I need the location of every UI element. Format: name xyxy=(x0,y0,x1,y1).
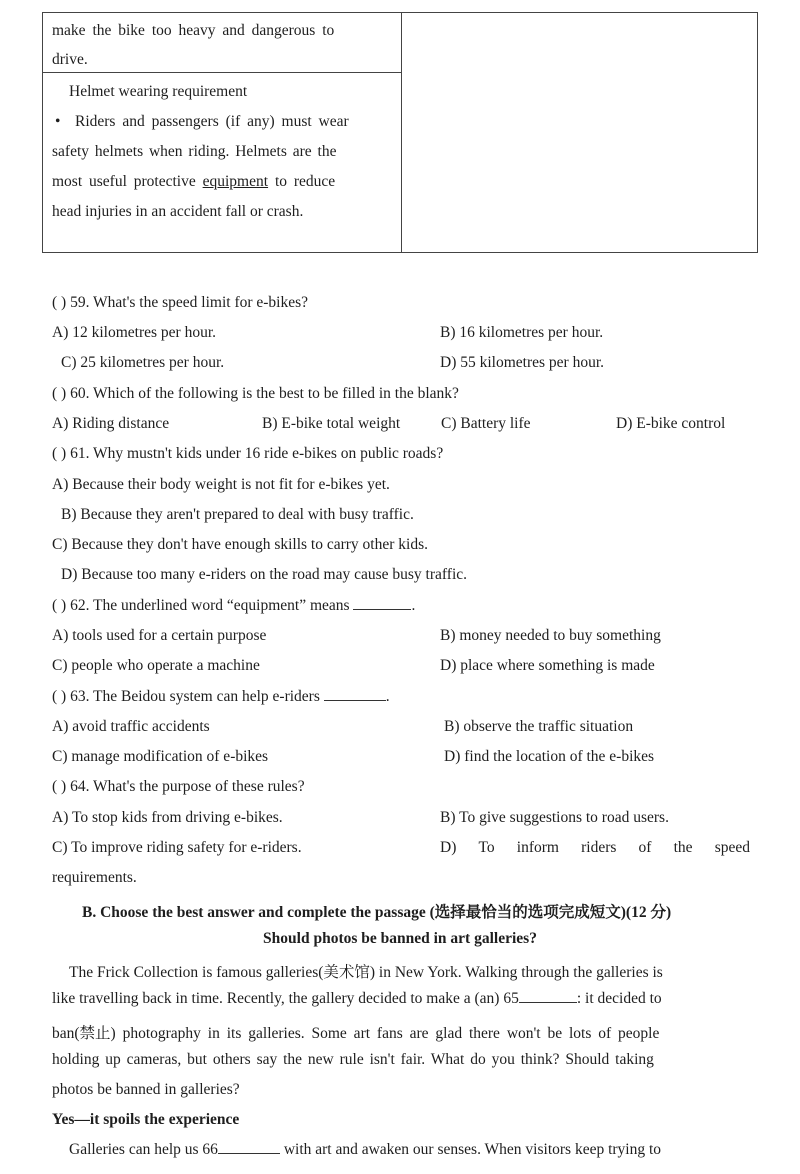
passage-text: with art and awaken our senses. When visitors keep trying to xyxy=(283,1141,662,1158)
option-d: D) E-bike control xyxy=(616,415,726,432)
passage-line: The Frick Collection is famous galleries(美术馆) in New York. Walking through the galleries is xyxy=(69,964,663,981)
question-59-stem: ( ) 59. What's the speed limit for e-bikes? xyxy=(52,294,309,311)
option-b: B) Because they aren't prepared to deal with busy traffic. xyxy=(61,506,414,523)
table-text: to reduce xyxy=(268,173,336,190)
option-word: inform xyxy=(516,839,559,856)
passage-line: ban(禁止) photography in its galleries. Some art fans are glad there won't be lots of people xyxy=(52,1025,660,1042)
passage-line: photos be banned in galleries? xyxy=(52,1081,240,1098)
option-c: C) Because they don't have enough skills to carry other kids. xyxy=(52,536,428,553)
option-a: A) avoid traffic accidents xyxy=(52,718,210,735)
passage-line xyxy=(69,1141,661,1159)
option-c: C) 25 kilometres per hour. xyxy=(61,354,225,371)
option-b: B) money needed to buy something xyxy=(440,627,661,644)
helmet-heading: Helmet wearing requirement xyxy=(69,83,248,100)
option-b: B) 16 kilometres per hour. xyxy=(440,324,604,341)
option-word: of xyxy=(638,839,652,856)
question-text: . xyxy=(385,688,390,705)
answer-blank-66 xyxy=(218,1141,280,1154)
option-b: B) observe the traffic situation xyxy=(444,718,634,735)
table-column-divider xyxy=(401,13,402,252)
option-c: C) To improve riding safety for e-riders. xyxy=(52,839,302,856)
table-text-line: head injuries in an accident fall or crash. xyxy=(52,203,304,220)
option-b: B) E-bike total weight xyxy=(262,415,401,432)
option-word: the xyxy=(673,839,693,856)
answer-blank xyxy=(324,688,386,701)
option-c: C) Battery life xyxy=(441,415,531,432)
option-word: To xyxy=(478,839,495,856)
option-a: A) To stop kids from driving e-bikes. xyxy=(52,809,283,826)
passage-line: holding up cameras, but others say the new rule isn't fair. What do you think? Should taking xyxy=(52,1051,654,1068)
question-60-stem: ( ) 60. Which of the following is the best to be filled in the blank? xyxy=(52,385,459,402)
option-d: D) Because too many e-riders on the road may cause busy traffic. xyxy=(61,566,468,583)
option-word: speed xyxy=(714,839,750,856)
answer-blank-65 xyxy=(519,990,577,1003)
answer-blank xyxy=(353,597,411,610)
passage-line xyxy=(52,990,662,1008)
question-63-stem xyxy=(52,688,390,706)
table-text-line xyxy=(52,173,335,191)
passage-text: Galleries can help us 66 xyxy=(69,1141,218,1158)
option-d: D) place where something is made xyxy=(440,657,655,674)
table-text: most useful protective xyxy=(52,173,203,190)
option-b: B) To give suggestions to road users. xyxy=(440,809,669,826)
option-c: C) manage modification of e-bikes xyxy=(52,748,269,765)
option-c: C) people who operate a machine xyxy=(52,657,260,674)
option-d-continued: requirements. xyxy=(52,869,137,886)
table-cell-weight xyxy=(43,13,401,73)
bullet-icon: • xyxy=(55,113,61,130)
section-b-heading: B. Choose the best answer and complete the passage (选择最恰当的选项完成短文)(12 分) xyxy=(82,904,672,921)
table-text-line: drive. xyxy=(52,51,88,68)
question-62-stem xyxy=(52,597,415,615)
passage-subheading: Yes—it spoils the experience xyxy=(52,1111,240,1128)
passage-text: : it decided to xyxy=(576,990,662,1007)
table-text-line: Riders and passengers (if any) must wear xyxy=(75,113,349,130)
underlined-word: equipment xyxy=(202,173,269,190)
option-word: D) xyxy=(440,839,457,856)
question-text: ( ) 62. The underlined word “equipment” means xyxy=(52,597,350,614)
table-text-line: make the bike too heavy and dangerous to xyxy=(52,22,335,39)
requirements-table xyxy=(42,12,758,253)
option-a: A) Because their body weight is not fit for e-bikes yet. xyxy=(52,476,390,493)
table-text-line: safety helmets when riding. Helmets are the xyxy=(52,143,337,160)
passage-text: like travelling back in time. Recently, the gallery decided to make a (an) 65 xyxy=(52,990,519,1007)
option-d: D) find the location of the e-bikes xyxy=(444,748,655,765)
option-a: A) 12 kilometres per hour. xyxy=(52,324,217,341)
option-word: riders xyxy=(581,839,617,856)
question-61-stem: ( ) 61. Why mustn't kids under 16 ride e-bikes on public roads? xyxy=(52,445,444,462)
question-text: ( ) 63. The Beidou system can help e-riders xyxy=(52,688,320,705)
option-a: A) Riding distance xyxy=(52,415,170,432)
question-64-stem: ( ) 64. What's the purpose of these rules? xyxy=(52,778,305,795)
question-text: . xyxy=(411,597,416,614)
option-d xyxy=(440,839,750,857)
option-a: A) tools used for a certain purpose xyxy=(52,627,267,644)
option-d: D) 55 kilometres per hour. xyxy=(440,354,605,371)
passage-title: Should photos be banned in art galleries? xyxy=(263,930,537,947)
